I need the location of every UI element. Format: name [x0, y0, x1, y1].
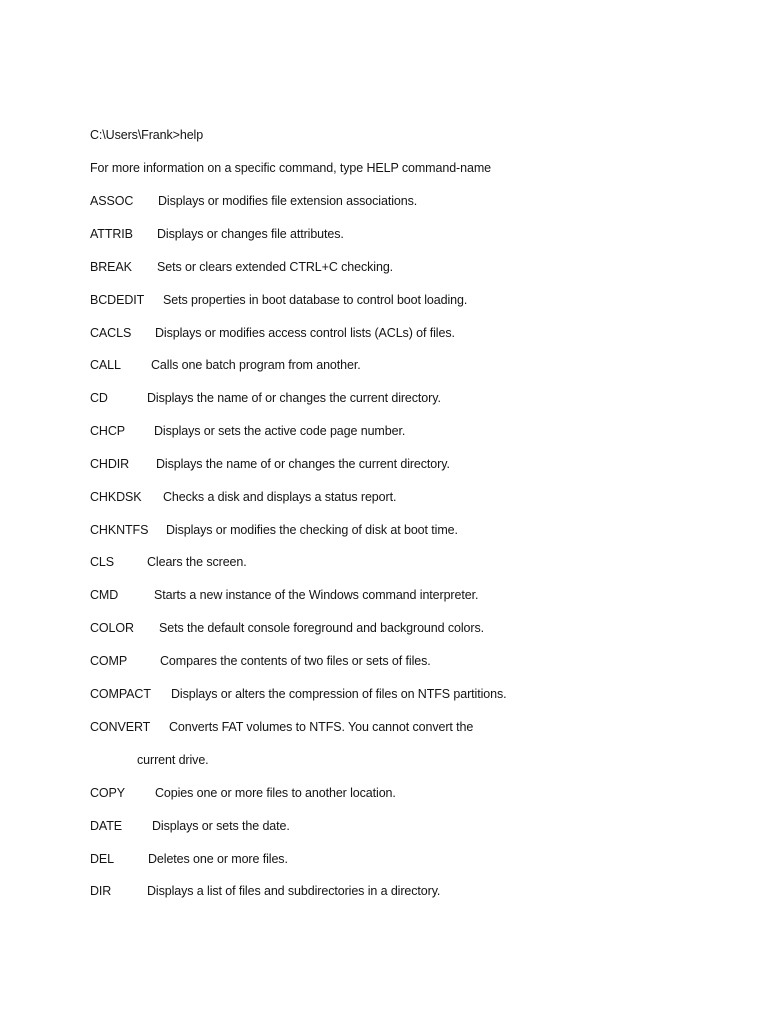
command-description: Copies one or more files to another location.: [155, 786, 396, 800]
command-name: CONVERT: [90, 720, 151, 734]
command-description: Displays the name of or changes the current directory.: [147, 391, 441, 405]
command-name: CHDIR: [90, 457, 130, 471]
command-name: CD: [90, 391, 108, 405]
command-name: BREAK: [90, 260, 132, 274]
command-description: Displays or modifies access control lists (ACLs) of files.: [155, 326, 455, 340]
command-name: COMP: [90, 654, 128, 668]
command-name: CLS: [90, 555, 115, 569]
command-name: CHKDSK: [90, 490, 142, 504]
command-name: CACLS: [90, 326, 132, 340]
command-description: Deletes one or more files.: [148, 852, 288, 866]
command-name: CALL: [90, 358, 121, 372]
command-name: DEL: [90, 852, 115, 866]
command-description: Calls one batch program from another.: [151, 358, 361, 372]
command-description: Displays or modifies the checking of disk at boot time.: [166, 523, 458, 537]
command-description: Displays or sets the active code page number.: [154, 424, 406, 438]
command-description: current drive.: [137, 753, 209, 767]
command-description: Starts a new instance of the Windows command interpreter.: [154, 588, 479, 602]
command-description: Converts FAT volumes to NTFS. You cannot convert the: [169, 720, 474, 734]
command-description: Clears the screen.: [147, 555, 247, 569]
command-description: Sets or clears extended CTRL+C checking.: [157, 260, 394, 274]
command-description: Displays or sets the date.: [152, 819, 290, 833]
command-name: DATE: [90, 819, 123, 833]
command-name: CHCP: [90, 424, 126, 438]
command-name: CHKNTFS: [90, 523, 149, 537]
help-intro-line: For more information on a specific command, type HELP command-name: [90, 161, 491, 175]
command-name: COPY: [90, 786, 126, 800]
command-name: DIR: [90, 884, 112, 898]
command-name: ATTRIB: [90, 227, 133, 241]
command-description: Displays or alters the compression of files on NTFS partitions.: [171, 687, 507, 701]
command-prompt-line: C:\Users\Frank>help: [90, 128, 204, 142]
command-name: COLOR: [90, 621, 134, 635]
command-name: CMD: [90, 588, 119, 602]
command-description: Sets properties in boot database to control boot loading.: [163, 293, 468, 307]
command-description: Displays or changes file attributes.: [157, 227, 344, 241]
command-name: COMPACT: [90, 687, 151, 701]
command-description: Compares the contents of two files or sets of files.: [160, 654, 431, 668]
command-description: Displays the name of or changes the current directory.: [156, 457, 450, 471]
command-name: ASSOC: [90, 194, 134, 208]
command-name: BCDEDIT: [90, 293, 145, 307]
command-description: Displays or modifies file extension associations.: [158, 194, 418, 208]
command-description: Displays a list of files and subdirectories in a directory.: [147, 884, 441, 898]
command-description: Sets the default console foreground and background colors.: [159, 621, 484, 635]
command-description: Checks a disk and displays a status report.: [163, 490, 397, 504]
